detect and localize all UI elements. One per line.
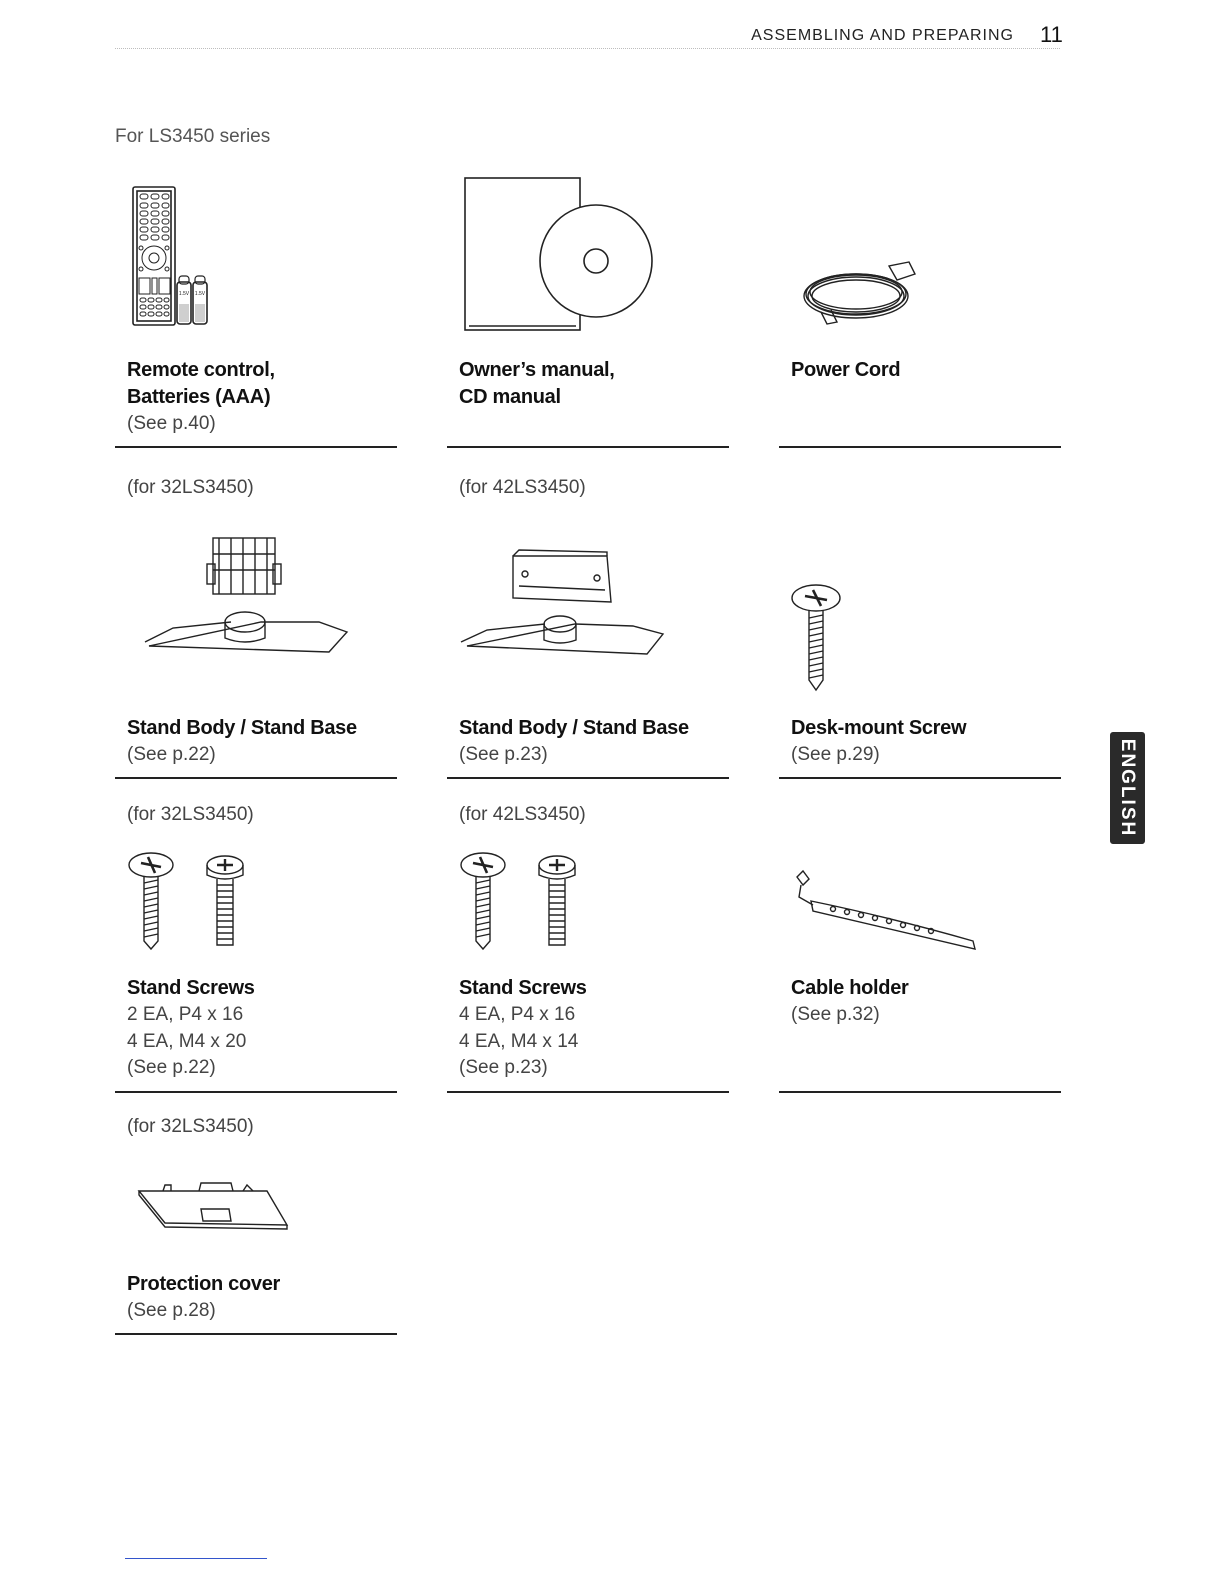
item-name-line1: Remote control, [127,359,275,381]
cable-holder-illustration [789,867,979,957]
item-protection-cover [115,1091,397,1335]
item-name [127,975,255,1082]
stand-screws-32-illustration [127,851,257,951]
item-detail: (See p.23) [459,1057,548,1078]
item-detail: 4 EA, M4 x 14 [459,1030,579,1052]
stand-32-illustration [141,534,351,666]
item-detail: (See p.22) [127,1057,216,1078]
model-note: (for 32LS3450) [127,804,254,825]
item-name [127,1271,280,1325]
item-name-line1: Owner’s manual, [459,359,615,381]
item-name-line1: Stand Body / Stand Base [459,717,689,739]
item-name [459,715,689,769]
item-name-line1: Stand Screws [459,977,587,999]
item-owners-manual [447,160,729,448]
item-stand-screws-42 [447,777,729,1093]
battery-label-right: 1.5V [194,291,206,297]
battery-label-left: 1.5V [178,291,190,297]
page-number: 11 [1040,22,1063,47]
item-detail: (See p.23) [459,744,548,765]
item-stand-screws-32 [115,777,397,1093]
item-name-line1: Power Cord [791,359,901,381]
item-cable-holder [779,777,1061,1093]
protection-cover-illustration [137,1181,292,1231]
item-name-line1: Stand Body / Stand Base [127,717,357,739]
item-detail: (See p.40) [127,413,216,434]
item-name-line1: Protection cover [127,1273,281,1295]
item-name [459,975,587,1082]
power-cord-illustration [801,252,921,334]
item-desk-mount-screw [779,446,1061,779]
item-detail: 2 EA, P4 x 16 [127,1004,244,1025]
item-remote-control [115,160,397,448]
item-name [791,715,966,769]
header-rule [115,48,1060,49]
item-stand-32 [115,446,397,779]
item-name [127,715,357,769]
item-name [791,357,900,384]
remote-control-illustration [131,186,226,328]
item-detail: 4 EA, P4 x 16 [459,1004,576,1025]
item-name-line1: Desk-mount Screw [791,717,967,739]
item-name [459,357,615,411]
item-name-line2: Batteries (AAA) [127,386,271,408]
section-title: ASSEMBLING AND PREPARING [751,27,1014,44]
item-name-line2: CD manual [459,386,561,408]
item-power-cord [779,160,1061,448]
item-name-line1: Cable holder [791,977,909,999]
item-detail: (See p.28) [127,1300,216,1321]
item-stand-42 [447,446,729,779]
language-tab [1110,732,1145,844]
language-tab-label: ENGLISH [1117,738,1139,838]
model-note: (for 32LS3450) [127,477,254,498]
desk-mount-screw-illustration [791,584,843,694]
item-detail: (See p.32) [791,1004,880,1025]
model-note: (for 42LS3450) [459,477,586,498]
item-detail: (See p.29) [791,744,880,765]
footer-rule [125,1558,267,1559]
stand-42-illustration [457,546,667,666]
item-detail: 4 EA, M4 x 20 [127,1030,247,1052]
stand-screws-42-illustration [459,851,589,951]
item-detail: (See p.22) [127,744,216,765]
item-name-line1: Stand Screws [127,977,255,999]
item-name [791,975,909,1029]
model-note: (for 32LS3450) [127,1116,254,1137]
model-note: (for 42LS3450) [459,804,586,825]
series-title: For LS3450 series [115,126,271,147]
item-name [127,357,275,438]
manual-cd-illustration [463,176,658,334]
